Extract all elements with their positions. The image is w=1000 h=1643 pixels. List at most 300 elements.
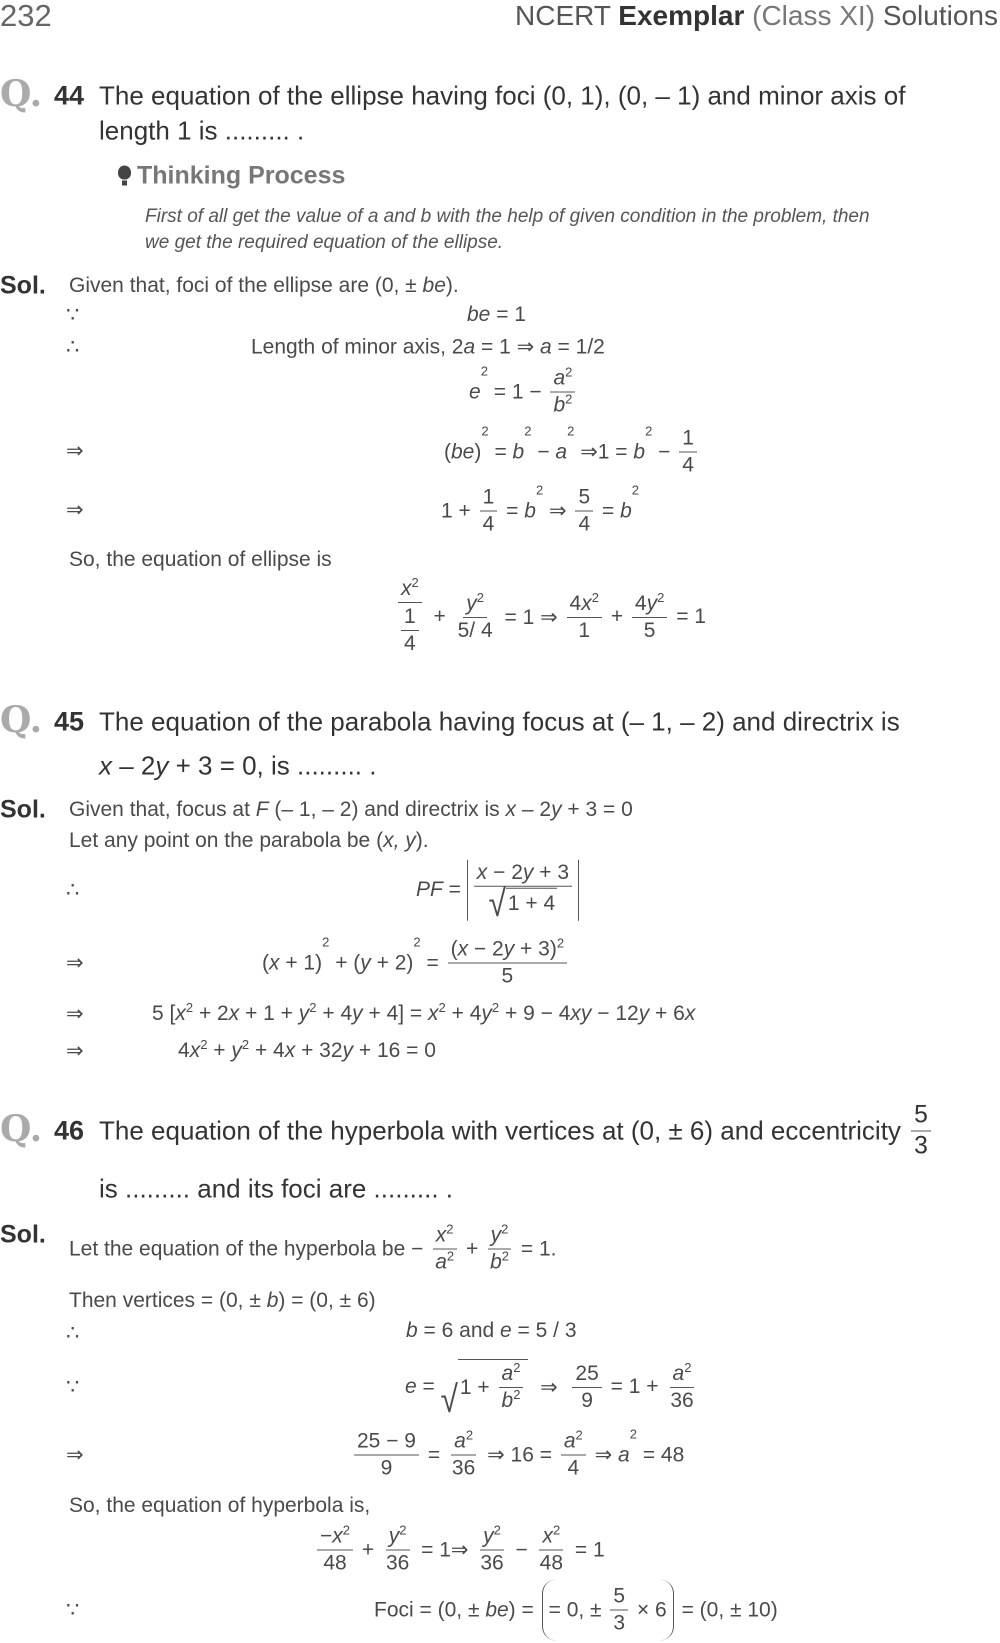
math-variable: y	[466, 591, 477, 615]
math-square-root	[440, 1359, 529, 1420]
fraction-numerator	[488, 1223, 512, 1250]
math-text: 1 +	[441, 499, 477, 522]
header-pre: NCERT	[515, 0, 619, 31]
sol44-line	[469, 363, 578, 419]
math-text: =	[416, 1375, 441, 1398]
q45-line2	[99, 751, 376, 782]
math-exponent: 2	[645, 423, 653, 439]
therefore-symbol: ∴	[66, 1321, 80, 1345]
math-text: Let the equation of the hyperbola be −	[69, 1237, 430, 1260]
q44-line2	[99, 116, 304, 147]
math-variable: x	[428, 1002, 439, 1025]
math-variable: b	[633, 440, 646, 463]
fraction-denominator	[320, 1551, 349, 1577]
sol44-line	[251, 335, 605, 360]
math-text: 36	[451, 1456, 476, 1480]
sol45-line	[178, 1039, 436, 1063]
sol46-line	[405, 1359, 700, 1420]
math-text: + 16 = 0	[353, 1039, 436, 1062]
math-text: 1	[482, 485, 495, 509]
math-variable: a	[501, 1362, 514, 1385]
math-text: 36	[385, 1551, 410, 1575]
fraction-denominator	[487, 1250, 512, 1276]
implies-symbol: ⇒	[66, 439, 84, 463]
math-text: 4	[482, 512, 495, 536]
fraction-denominator	[679, 453, 697, 479]
math-fraction	[477, 1524, 506, 1577]
math-text: 3	[914, 1132, 928, 1160]
math-fraction	[679, 426, 697, 479]
math-exponent: 2	[657, 589, 665, 605]
math-exponent: 2	[567, 423, 575, 439]
sol44-line	[69, 548, 332, 572]
math-variable: be	[451, 440, 475, 463]
because-symbol: ∵	[66, 1375, 80, 1399]
math-text: + 1 +	[239, 1002, 299, 1025]
header-post: Solutions	[882, 0, 998, 31]
fraction-numerator	[317, 1524, 353, 1551]
math-exponent: 2	[411, 575, 419, 590]
math-variable: y	[503, 937, 515, 961]
math-text: + 4	[316, 1002, 353, 1025]
math-text: 5	[643, 618, 656, 642]
math-variable: y	[522, 860, 534, 884]
math-variable: b	[553, 393, 566, 417]
fraction-denominator	[395, 603, 425, 658]
q46-line2	[99, 1174, 453, 1205]
math-exponent: 2	[535, 482, 544, 498]
sol46-line	[69, 1289, 376, 1313]
math-fraction	[667, 1361, 696, 1414]
fraction-numerator	[575, 485, 593, 512]
math-exponent: 2	[481, 423, 489, 439]
implies-symbol: ⇒	[66, 1002, 84, 1026]
math-variable: x	[476, 860, 488, 884]
math-variable: x	[189, 1039, 201, 1062]
math-variable: x	[400, 577, 412, 600]
math-variable: y	[483, 1524, 494, 1548]
fraction-denominator	[575, 618, 593, 644]
because-symbol: ∵	[66, 1598, 80, 1622]
sol45-line	[69, 798, 633, 822]
math-text: 4	[578, 512, 591, 536]
fraction-numerator	[567, 591, 602, 618]
math-text: + 3 = 0	[561, 798, 633, 821]
implies-symbol: ⇒	[66, 498, 84, 522]
math-fraction	[575, 485, 593, 538]
math-text: = 1	[490, 303, 526, 326]
math-text: ⇒	[588, 1443, 619, 1467]
math-variable: b	[524, 499, 536, 522]
math-text: = 5 / 3	[511, 1319, 577, 1342]
math-text: + 3 = 0, is ......... .	[168, 750, 377, 781]
math-parenthesis-group	[542, 1580, 674, 1641]
math-text: ⇒	[543, 499, 573, 523]
math-fraction	[572, 1361, 601, 1414]
math-text: 25	[575, 1361, 599, 1385]
math-variable: b	[490, 1250, 502, 1274]
math-exponent: 2	[480, 363, 488, 379]
math-text: 4	[634, 591, 647, 615]
math-text: −	[509, 1538, 534, 1561]
math-text: 1	[682, 426, 694, 450]
math-fraction	[567, 591, 602, 644]
lightbulb-icon	[118, 165, 131, 187]
because-symbol: ∵	[66, 303, 80, 327]
fraction-denominator	[480, 512, 498, 538]
math-exponent: 2	[493, 1522, 501, 1538]
math-text: ).	[445, 274, 459, 297]
math-exponent: 2	[629, 1426, 637, 1442]
fraction-denominator	[432, 1250, 457, 1276]
sol-label-44: Sol.	[0, 271, 46, 300]
sol46-line	[69, 1223, 556, 1276]
fraction-denominator	[641, 618, 659, 644]
math-variable: x	[505, 798, 517, 821]
question-mark-46: Q.	[0, 1108, 43, 1150]
fraction-denominator	[537, 1551, 566, 1577]
math-text: ⇒ 16 =	[481, 1443, 558, 1467]
math-variable: be	[485, 1598, 509, 1621]
fraction-denominator	[401, 631, 419, 657]
fraction-denominator	[911, 1132, 931, 1162]
math-variable: be	[422, 274, 446, 297]
sol44-line	[444, 423, 700, 479]
math-variable: F	[255, 798, 269, 821]
fraction-numerator	[401, 604, 419, 631]
math-text: +	[356, 1538, 380, 1561]
math-text: + 6	[649, 1002, 685, 1025]
math-variable: b	[266, 1289, 279, 1312]
math-fraction	[401, 604, 419, 657]
math-exponent: 2	[399, 1522, 407, 1538]
math-exponent: 2	[491, 1000, 500, 1015]
math-fraction	[911, 1101, 931, 1162]
math-text: 25 − 9	[357, 1429, 416, 1453]
math-text: × 6	[631, 1598, 667, 1621]
math-variable: y	[551, 798, 562, 821]
math-variable: x, y	[383, 829, 416, 852]
math-text: (	[444, 440, 451, 463]
fraction-numerator	[398, 576, 422, 603]
question-mark-45: Q.	[0, 699, 43, 741]
math-fraction	[354, 1429, 419, 1482]
math-text: 1	[578, 618, 591, 642]
math-fraction	[480, 485, 498, 538]
math-exponent: 2	[446, 1221, 454, 1237]
radical-sign: √	[488, 881, 506, 925]
implies-symbol: ⇒	[66, 1039, 84, 1063]
math-variable: a	[435, 1250, 447, 1274]
math-text: 1 + 4	[507, 892, 556, 915]
math-text: +	[604, 605, 629, 628]
math-text: + 4	[249, 1039, 285, 1062]
thinking-text-1: First of all get the value of a and b with the help of given condition in the problem, then	[145, 206, 870, 227]
math-text: =	[442, 878, 467, 901]
math-variable: a	[463, 335, 476, 358]
math-exponent: 2	[513, 1387, 521, 1402]
math-text: 5	[578, 485, 591, 509]
fraction-numerator	[448, 937, 567, 964]
math-text: 4	[567, 1456, 580, 1480]
implies-symbol: ⇒	[66, 1443, 84, 1467]
fraction-denominator	[378, 1456, 396, 1482]
math-exponent: 2	[185, 1000, 194, 1015]
question-mark-44: Q.	[0, 73, 43, 115]
math-text: − 2	[468, 937, 504, 961]
math-variable: y	[388, 1524, 400, 1548]
math-text: Foci = (0, ±	[374, 1598, 486, 1621]
math-text: =	[500, 499, 525, 522]
fraction-numerator	[539, 1524, 563, 1551]
math-fraction	[561, 1429, 586, 1482]
math-text: + (	[329, 951, 361, 974]
sol45-line	[416, 860, 579, 925]
math-exponent: 2	[565, 364, 573, 380]
math-exponent: 2	[465, 1427, 474, 1443]
math-text: + 3	[533, 860, 570, 884]
math-text: Let any point on the parabola be (	[69, 829, 384, 852]
math-text: 4	[569, 591, 582, 615]
math-text: 5	[501, 964, 514, 988]
sol44-line	[467, 303, 526, 327]
math-text: = 6 and	[417, 1319, 501, 1342]
sol-label-46: Sol.	[0, 1220, 46, 1249]
sol46-line	[69, 1494, 370, 1518]
q44-line1	[99, 81, 905, 112]
math-text: 1	[404, 605, 416, 628]
math-text: Then vertices = (0, ±	[69, 1289, 267, 1312]
question-number-46: 46	[54, 1115, 85, 1146]
fraction-numerator	[911, 1101, 931, 1132]
math-text: So, the equation of ellipse is	[69, 548, 332, 571]
implies-symbol: ⇒	[66, 951, 84, 975]
math-square-root	[488, 881, 558, 925]
sol46-line	[374, 1580, 778, 1641]
math-variable: xy	[570, 1002, 592, 1025]
fraction-numerator	[433, 1223, 457, 1250]
math-variable: a	[555, 440, 568, 463]
math-variable: x	[684, 1002, 696, 1025]
math-variable: y	[352, 1002, 363, 1025]
math-fraction	[610, 1584, 628, 1637]
fraction-denominator	[455, 618, 496, 644]
math-text: length 1 is ......... .	[99, 115, 305, 146]
sol46-line	[314, 1524, 605, 1577]
math-fraction	[487, 1223, 512, 1276]
math-variable: y	[481, 1002, 492, 1025]
math-variable: x	[269, 951, 280, 974]
fraction-denominator	[449, 1456, 478, 1482]
math-text: = 0, ±	[548, 1598, 608, 1621]
q45-line1	[99, 707, 900, 738]
math-variable: y	[231, 1039, 242, 1062]
math-text: −	[652, 440, 677, 463]
math-exponent: 2	[565, 391, 573, 407]
math-text: + 2	[193, 1002, 229, 1025]
fraction-denominator	[667, 1388, 696, 1414]
fraction-numerator	[480, 1524, 504, 1551]
math-text: The equation of the hyperbola with vertices at (0, ± 6) and eccentricity	[99, 1115, 909, 1146]
math-text: The equation of the ellipse having foci (0, 1), (0, – 1) and minor axis of	[99, 80, 906, 111]
math-variable: e	[405, 1375, 417, 1398]
math-text: +	[427, 605, 452, 628]
math-variable: x	[542, 1524, 553, 1548]
math-text: So, the equation of hyperbola is,	[69, 1494, 371, 1517]
math-text: 48	[539, 1551, 564, 1575]
math-variable: x	[581, 591, 592, 615]
math-exponent: 2	[200, 1037, 208, 1052]
fraction-denominator	[550, 393, 575, 419]
sol44-line	[441, 482, 640, 538]
fraction-numerator	[499, 1361, 524, 1388]
fraction-numerator	[386, 1524, 410, 1551]
math-variable: y	[155, 750, 169, 781]
math-text: 36	[480, 1551, 504, 1575]
header-class: (Class XI)	[744, 0, 883, 31]
math-text: Given that, foci of the ellipse are (0, ±	[69, 274, 423, 297]
math-exponent: 2	[342, 1522, 351, 1538]
radical-sign: √	[440, 1376, 458, 1420]
math-text: ).	[415, 829, 429, 852]
math-variable: y	[298, 1002, 310, 1025]
math-exponent: 2	[438, 1000, 446, 1015]
sol45-line	[262, 934, 570, 990]
math-fraction	[383, 1524, 412, 1577]
math-text: + 1)	[279, 951, 323, 974]
math-variable: b	[512, 440, 525, 463]
math-text: 48	[323, 1551, 347, 1575]
fraction-denominator	[498, 964, 516, 990]
math-variable: be	[467, 303, 491, 326]
sol45-line	[69, 829, 429, 853]
thinking-process-heading	[118, 162, 345, 191]
header-bold: Exemplar	[618, 0, 745, 31]
q46-line1	[99, 1101, 934, 1162]
math-exponent: 2	[575, 1427, 583, 1443]
thinking-text-2: we get the required equation of the ellipse.	[145, 232, 504, 253]
math-text: ) =	[508, 1598, 540, 1621]
fraction-numerator	[463, 591, 487, 618]
fraction-numerator	[632, 591, 667, 618]
math-variable: x	[99, 750, 112, 781]
math-variable: b	[406, 1319, 418, 1342]
math-text: (	[450, 937, 458, 961]
math-text: – 2	[112, 750, 156, 781]
math-text: 9	[380, 1456, 393, 1480]
math-text: −	[320, 1524, 333, 1548]
fraction-numerator	[354, 1429, 419, 1456]
math-text: (– 1, – 2) and directrix is	[268, 798, 506, 821]
therefore-symbol: ∴	[66, 335, 80, 359]
math-text: ⇒	[528, 1375, 570, 1399]
math-variable: a	[618, 1443, 630, 1466]
math-fraction	[632, 591, 667, 644]
math-text: 5/ 4	[457, 618, 493, 642]
sol44-line	[392, 576, 706, 658]
math-fraction	[474, 860, 572, 925]
math-variable: a	[672, 1361, 685, 1385]
math-text: 5	[914, 1101, 928, 1129]
math-text: 4	[404, 632, 416, 655]
fraction-numerator	[572, 1361, 601, 1388]
math-text: (	[262, 951, 269, 974]
math-exponent: 2	[476, 589, 485, 605]
math-text: = 1/2	[551, 335, 605, 358]
sol45-line	[152, 1002, 695, 1026]
math-variable: y	[638, 1002, 650, 1025]
math-exponent: 2	[501, 1221, 509, 1237]
math-text: 5 [	[152, 1002, 176, 1025]
math-variable: x	[175, 1002, 186, 1025]
math-text: −	[531, 440, 556, 463]
math-text: + 2)	[370, 951, 414, 974]
fraction-numerator	[679, 426, 697, 453]
math-text: = 1 −	[487, 380, 548, 403]
fraction-denominator	[486, 881, 561, 925]
math-text: = 1⇒	[415, 1538, 475, 1562]
math-text: = 1	[569, 1538, 605, 1561]
math-variable: b	[620, 499, 632, 522]
math-text: = 48	[636, 1443, 685, 1466]
math-text: – 2	[516, 798, 552, 821]
math-text: =	[420, 951, 445, 974]
math-exponent: 2	[309, 1000, 317, 1015]
math-variable: x	[435, 1223, 447, 1247]
math-exponent: 2	[524, 423, 532, 439]
math-text: 5	[613, 1584, 626, 1608]
math-exponent: 2	[501, 1248, 510, 1264]
math-variable: b	[501, 1389, 514, 1412]
math-text: + 9 − 4	[499, 1002, 571, 1025]
math-variable: PF	[416, 878, 443, 901]
math-fraction	[449, 1429, 478, 1482]
radicand	[458, 1359, 529, 1415]
math-text: = (0, ± 10)	[675, 1598, 778, 1621]
math-fraction	[317, 1524, 353, 1577]
math-text: +	[207, 1039, 232, 1062]
math-absolute-value	[467, 860, 579, 925]
math-variable: a	[553, 366, 566, 390]
math-text: Length of minor axis, 2	[251, 335, 464, 358]
math-text: = 1 +	[604, 1375, 665, 1398]
math-exponent: 2	[241, 1037, 250, 1052]
math-variable: x	[457, 937, 469, 961]
math-exponent: 2	[322, 934, 330, 950]
running-header	[515, 0, 998, 32]
math-exponent: 2	[446, 1248, 455, 1264]
math-text: =	[596, 499, 621, 522]
math-fraction	[432, 1223, 457, 1276]
math-exponent: 2	[591, 589, 599, 605]
math-text: is ......... and its foci are ......... .	[99, 1173, 454, 1204]
math-text: − 12	[591, 1002, 639, 1025]
math-text: + 4	[445, 1002, 482, 1025]
sol-label-45: Sol.	[0, 795, 46, 824]
math-exponent: 2	[413, 934, 421, 950]
thinking-title: Thinking Process	[137, 161, 346, 190]
math-text: +	[460, 1237, 485, 1260]
math-variable: e	[469, 380, 481, 403]
fraction-denominator	[610, 1611, 628, 1637]
fraction-denominator	[383, 1551, 412, 1577]
math-fraction	[448, 937, 567, 990]
math-text: 1 +	[459, 1375, 496, 1399]
math-variable: a	[563, 1429, 576, 1453]
sol46-line	[351, 1426, 685, 1482]
math-variable: a	[540, 335, 552, 358]
math-variable: x	[284, 1039, 296, 1062]
